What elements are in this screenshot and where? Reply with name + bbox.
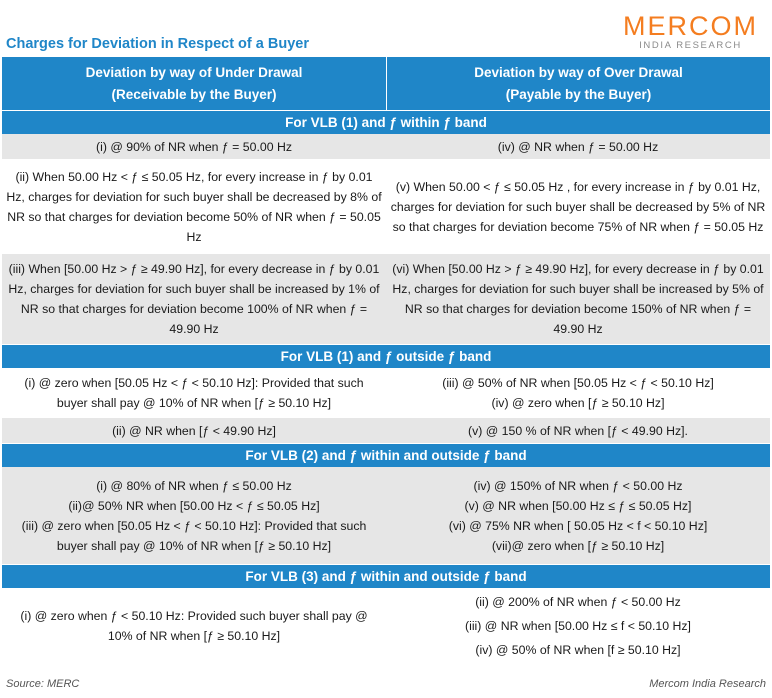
mercom-logo bbox=[623, 12, 758, 52]
cell-over: (iv) @ NR when ƒ = 50.00 Hz bbox=[497, 139, 659, 154]
cell-over bbox=[386, 588, 770, 663]
cell-over: (v) When 50.00 < ƒ ≤ 50.05 Hz , for every increase in ƒ by 0.01 Hz, charges for deviation for such buyer shall be decreased by 5% of NR so that charges for deviation become 75% of NR when ƒ = 50.05 Hz bbox=[390, 179, 766, 234]
cell-under: (ii) @ NR when [ƒ < 49.90 Hz] bbox=[112, 423, 276, 438]
table-row bbox=[2, 418, 770, 443]
cell-over bbox=[386, 368, 770, 418]
cell-line: (iii) @ 50% of NR when [50.05 Hz < ƒ < 50.10 Hz] bbox=[442, 376, 714, 390]
cell-line: (iv) @ 150% of NR when ƒ < 50.00 Hz bbox=[473, 478, 683, 493]
band-vlb1-outside: For VLB (1) and ƒ outside ƒ band bbox=[2, 344, 770, 368]
band-vlb2: For VLB (2) and ƒ within and outside ƒ band bbox=[2, 443, 770, 467]
header-over-drawal-title: Deviation by way of Over Drawal bbox=[474, 64, 683, 80]
cell-over bbox=[386, 467, 770, 564]
table-row bbox=[2, 254, 770, 344]
cell-line: (i) @ zero when [50.05 Hz < ƒ < 50.10 Hz]: Provided that such bbox=[24, 376, 364, 390]
source-note: Source: MERC bbox=[6, 678, 80, 690]
table-row bbox=[2, 467, 770, 564]
table-row bbox=[2, 134, 770, 159]
cell-line: (vi) @ 75% NR when [ 50.05 Hz < f < 50.10 Hz] bbox=[448, 518, 708, 533]
cell-line: buyer shall pay @ 10% of NR when [ƒ ≥ 50.10 Hz] bbox=[56, 538, 332, 553]
cell-under: (iii) When [50.00 Hz > ƒ ≥ 49.90 Hz], for every decrease in ƒ by 0.01 Hz, charges for deviation for such buyer shall be increased by 1% of NR so that charges for deviation become 100% of NR when ƒ = 49.90 Hz bbox=[8, 262, 380, 336]
table-row bbox=[2, 588, 770, 663]
cell-line: (i) @ 80% of NR when ƒ ≤ 50.00 Hz bbox=[96, 478, 292, 493]
cell-line: (iii) @ NR when [50.00 Hz ≤ f < 50.10 Hz] bbox=[465, 618, 691, 633]
cell-under: (ii) When 50.00 Hz < ƒ ≤ 50.05 Hz, for every increase in ƒ by 0.01 Hz, charges for deviation for such buyer shall be decreased by 8% of NR so that charges for deviation become 50% of NR when ƒ = 50.05 Hz bbox=[6, 169, 382, 244]
cell-line: (iii) @ zero when [50.05 Hz < ƒ < 50.10 Hz]: Provided that such bbox=[21, 518, 367, 533]
table-row bbox=[2, 159, 770, 254]
credit-note: Mercom India Research bbox=[649, 678, 766, 690]
header-over-drawal bbox=[386, 57, 770, 110]
header-over-drawal-subtitle: (Payable by the Buyer) bbox=[505, 86, 652, 102]
cell-line: (iv) @ zero when [ƒ ≥ 50.10 Hz] bbox=[491, 396, 665, 410]
cell-under: (i) @ 90% of NR when ƒ = 50.00 Hz bbox=[96, 139, 292, 154]
band-vlb3: For VLB (3) and ƒ within and outside ƒ band bbox=[2, 564, 770, 588]
cell-line: (i) @ zero when ƒ < 50.10 Hz: Provided such buyer shall pay @ bbox=[20, 608, 368, 623]
cell-over: (v) @ 150 % of NR when [ƒ < 49.90 Hz]. bbox=[468, 423, 688, 438]
page-title: Charges for Deviation in Respect of a Buyer bbox=[6, 36, 309, 52]
logo-wordmark: MERCOM bbox=[623, 11, 758, 41]
cell-under bbox=[2, 368, 386, 418]
cell-line: (iv) @ 50% of NR when [f ≥ 50.10 Hz] bbox=[475, 642, 681, 657]
cell-line: (v) @ NR when [50.00 Hz ≤ ƒ ≤ 50.05 Hz] bbox=[464, 498, 692, 513]
cell-line: (vii)@ zero when [ƒ ≥ 50.10 Hz] bbox=[491, 538, 665, 553]
deviation-charges-table bbox=[2, 57, 770, 663]
logo-tagline: INDIA RESEARCH bbox=[639, 40, 742, 51]
header-under-drawal-title: Deviation by way of Under Drawal bbox=[85, 64, 303, 80]
cell-line: buyer shall pay @ 10% of NR when [ƒ ≥ 50.10 Hz] bbox=[56, 396, 332, 410]
band-vlb1-within: For VLB (1) and ƒ within ƒ band bbox=[2, 110, 770, 134]
cell-under bbox=[2, 588, 386, 663]
cell-line: (ii)@ 50% NR when [50.00 Hz < ƒ ≤ 50.05 Hz] bbox=[68, 498, 320, 513]
header-under-drawal bbox=[2, 57, 386, 110]
cell-line: 10% of NR when [ƒ ≥ 50.10 Hz] bbox=[107, 628, 281, 643]
table-row bbox=[2, 368, 770, 418]
cell-under bbox=[2, 467, 386, 564]
cell-over: (vi) When [50.00 Hz > ƒ ≥ 49.90 Hz], for every decrease in ƒ by 0.01 Hz, charges for deviation for such buyer shall be increased by 5% of NR so that charges for deviation become 150% of NR when ƒ = 49.90 Hz bbox=[392, 262, 764, 336]
cell-line: (ii) @ 200% of NR when ƒ < 50.00 Hz bbox=[475, 594, 681, 609]
table-header bbox=[2, 57, 770, 110]
header-under-drawal-subtitle: (Receivable by the Buyer) bbox=[111, 86, 277, 102]
